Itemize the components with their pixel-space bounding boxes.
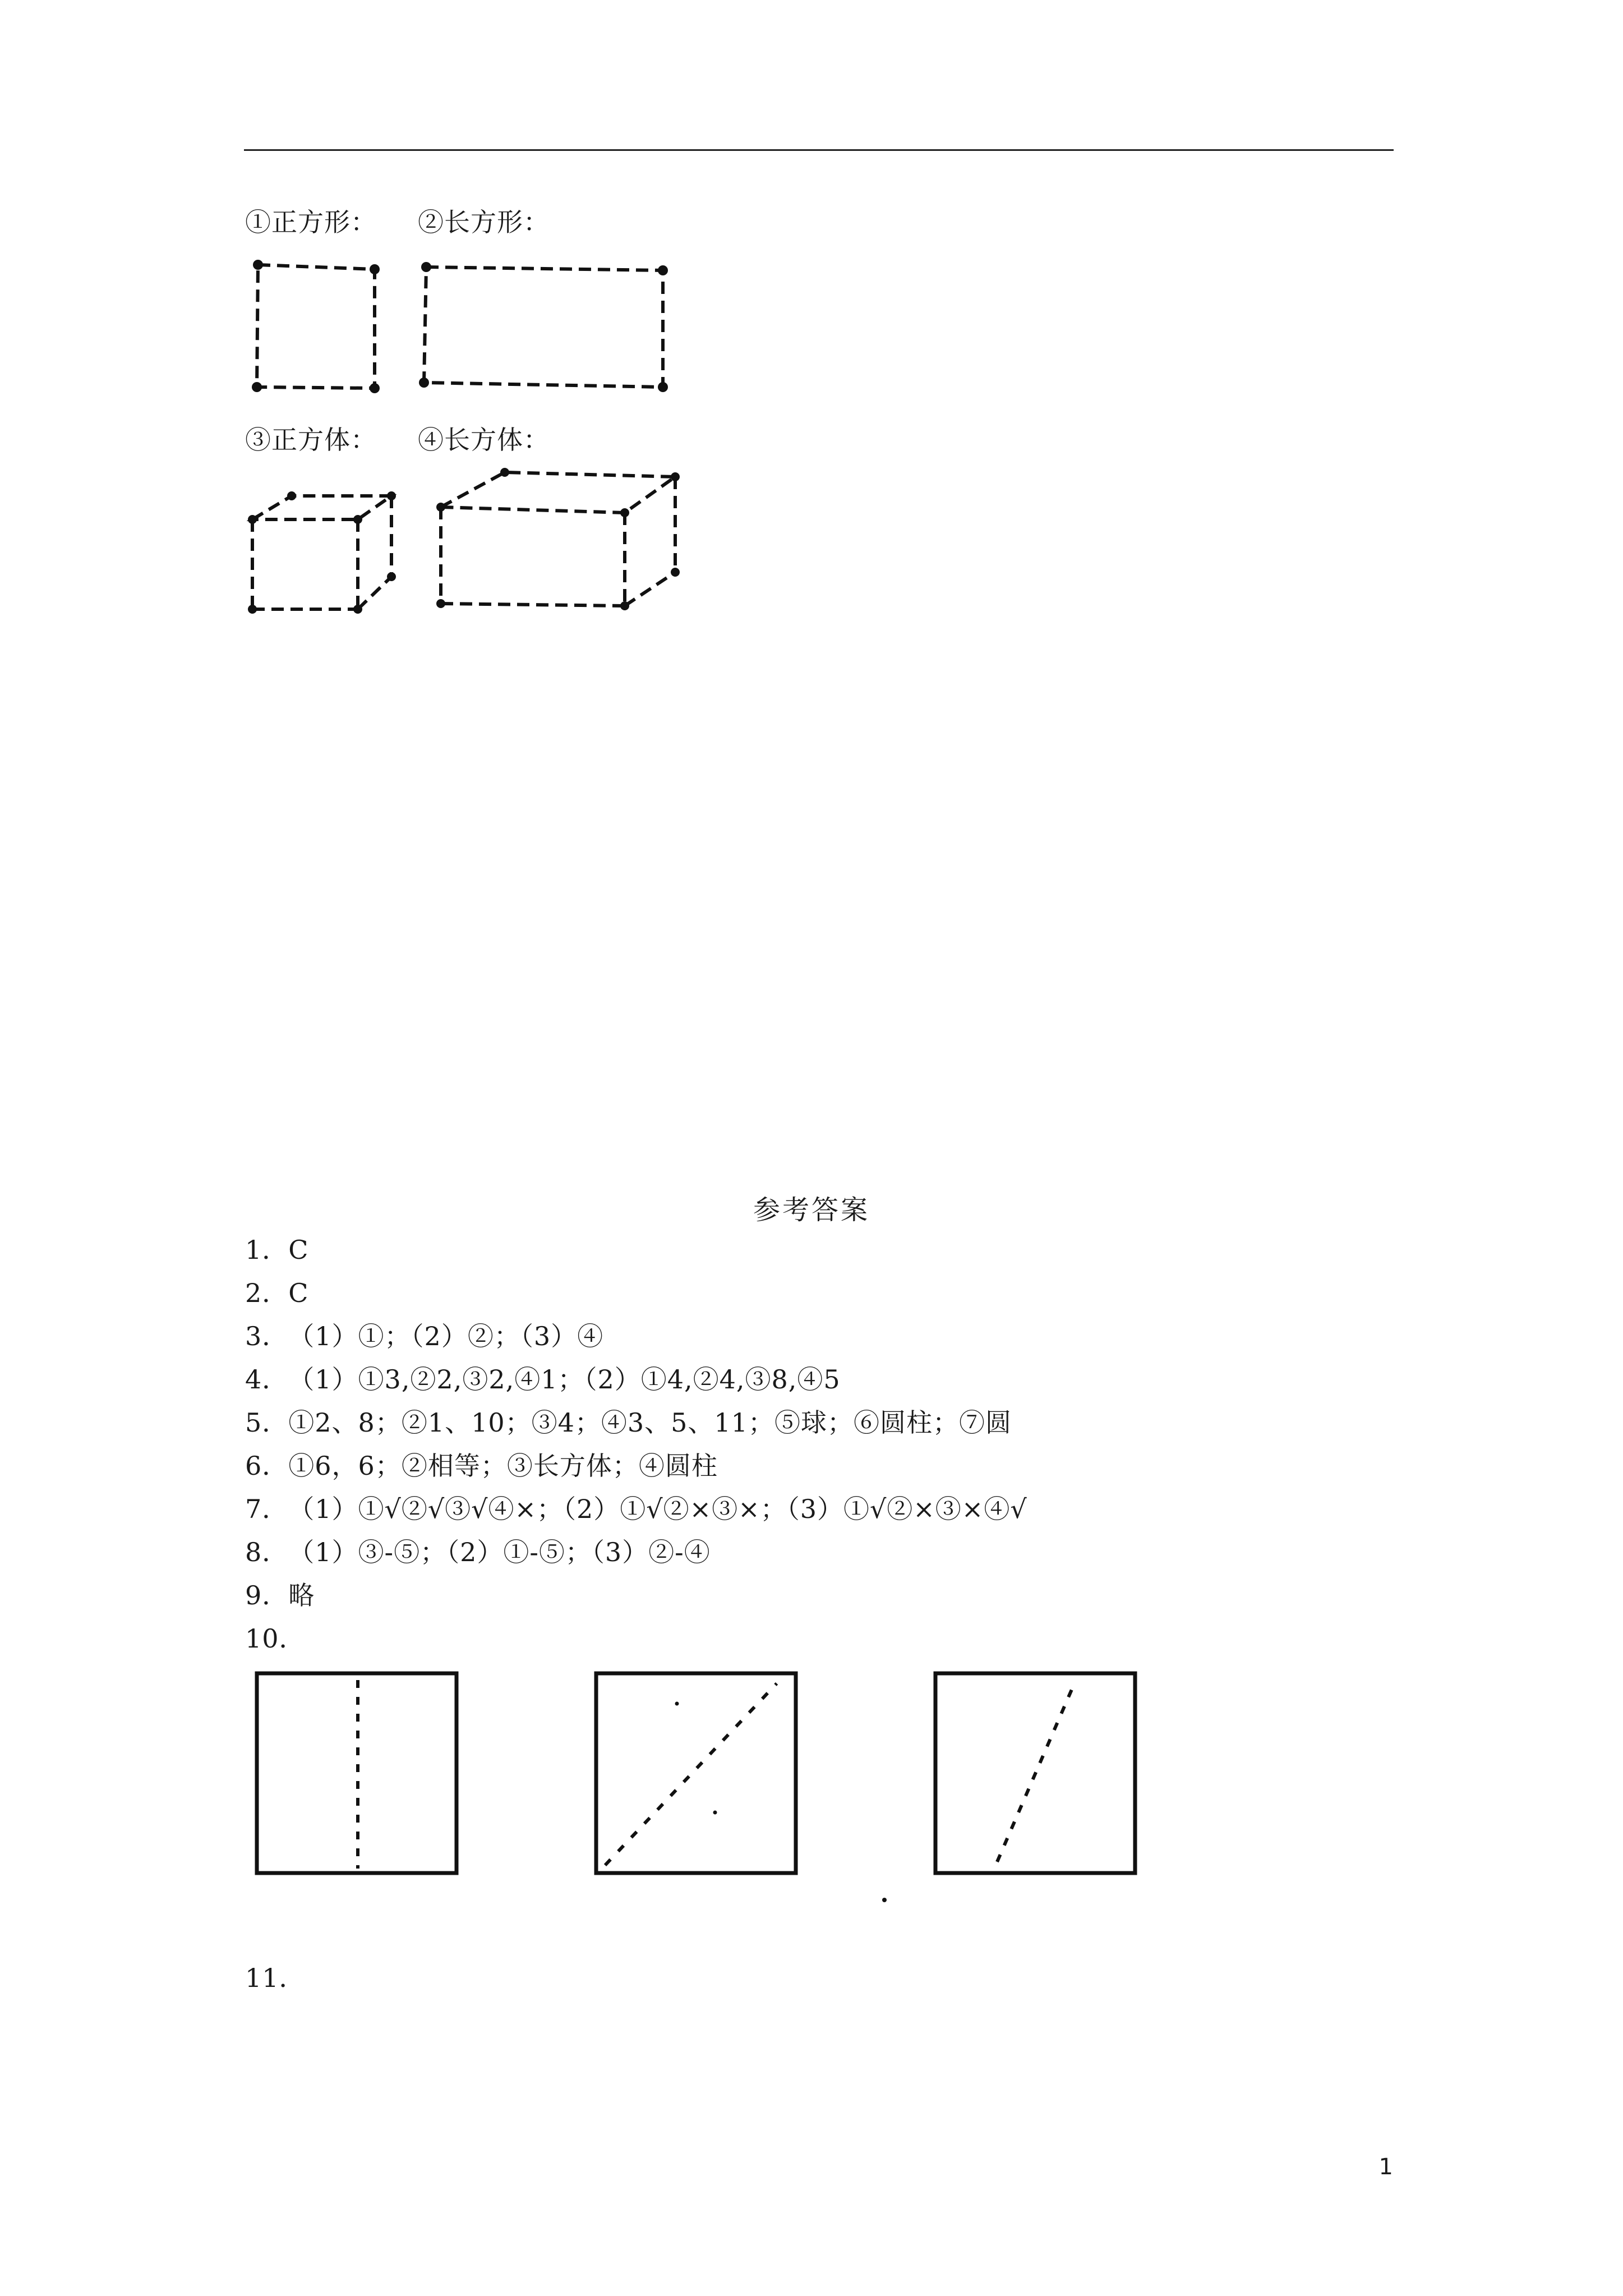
label-rectangle: ②长方形：: [418, 207, 550, 237]
answer-number: 9．: [245, 1580, 289, 1611]
answer-text: （1）①3,②2,③2,④1；（2）①4,②4,③8,④5: [288, 1364, 841, 1395]
answer-text: C: [288, 1278, 309, 1308]
answer-text: （1）①√②√③√④×；（2）①√②×③×；（3）①√②×③×④√: [288, 1494, 1027, 1524]
answer-text: 略: [288, 1580, 315, 1611]
label-square: ①正方形：: [245, 207, 377, 237]
answer-item: [245, 1358, 1027, 1401]
answer-item: [245, 1315, 1027, 1358]
answer-11-label: 11．: [245, 1963, 306, 1993]
answer-text: （1）③-⑤；（2）①-⑤；（3）②-④: [288, 1537, 711, 1567]
page-number: 1: [1378, 2154, 1393, 2180]
answer-list: [245, 1228, 1027, 1660]
answer-item: [245, 1444, 1027, 1488]
stray-dot-figure: [880, 1896, 888, 1904]
dashed-rectangle-figure: [415, 257, 673, 397]
answer-number: 8．: [245, 1537, 289, 1567]
answers-title: 参考答案: [753, 1194, 870, 1226]
answer-number: 2．: [245, 1278, 289, 1308]
label-cube: ③正方体：: [245, 425, 377, 455]
dashed-cuboid-figure: [432, 466, 690, 611]
answer-item: [245, 1228, 1027, 1272]
answer-number: 7．: [245, 1494, 289, 1524]
dashed-square-figure: [247, 257, 381, 397]
answer-item: [245, 1488, 1027, 1531]
label-cuboid: ④长方体：: [418, 425, 550, 455]
answer-item: [245, 1401, 1027, 1444]
dashed-cube-figure: [247, 482, 404, 617]
answer-item: [245, 1531, 1027, 1574]
answer-text: （1）①；（2）②；（3）④: [288, 1321, 604, 1351]
answer-number: 1．: [245, 1235, 289, 1265]
answer-number: 6．: [245, 1451, 289, 1481]
square-slanted-fold-figure: [931, 1669, 1144, 1882]
square-vertical-fold-figure: [252, 1669, 465, 1882]
answer-number: 4．: [245, 1364, 289, 1395]
answer-item: [245, 1574, 1027, 1617]
square-diagonal-fold-figure: [592, 1669, 805, 1882]
answer-item: [245, 1272, 1027, 1315]
answer-item: [245, 1617, 1027, 1660]
answer-text: ①2、8；②1、10；③4；④3、5、11；⑤球；⑥圆柱；⑦圆: [288, 1407, 1012, 1438]
header-rule: [244, 149, 1394, 151]
answer-number: 5．: [245, 1407, 289, 1438]
answer-number: 10．: [245, 1623, 306, 1654]
answer-text: ①6，6；②相等；③长方体；④圆柱: [288, 1451, 718, 1481]
answer-number: 3．: [245, 1321, 289, 1351]
answer-text: C: [288, 1235, 309, 1265]
